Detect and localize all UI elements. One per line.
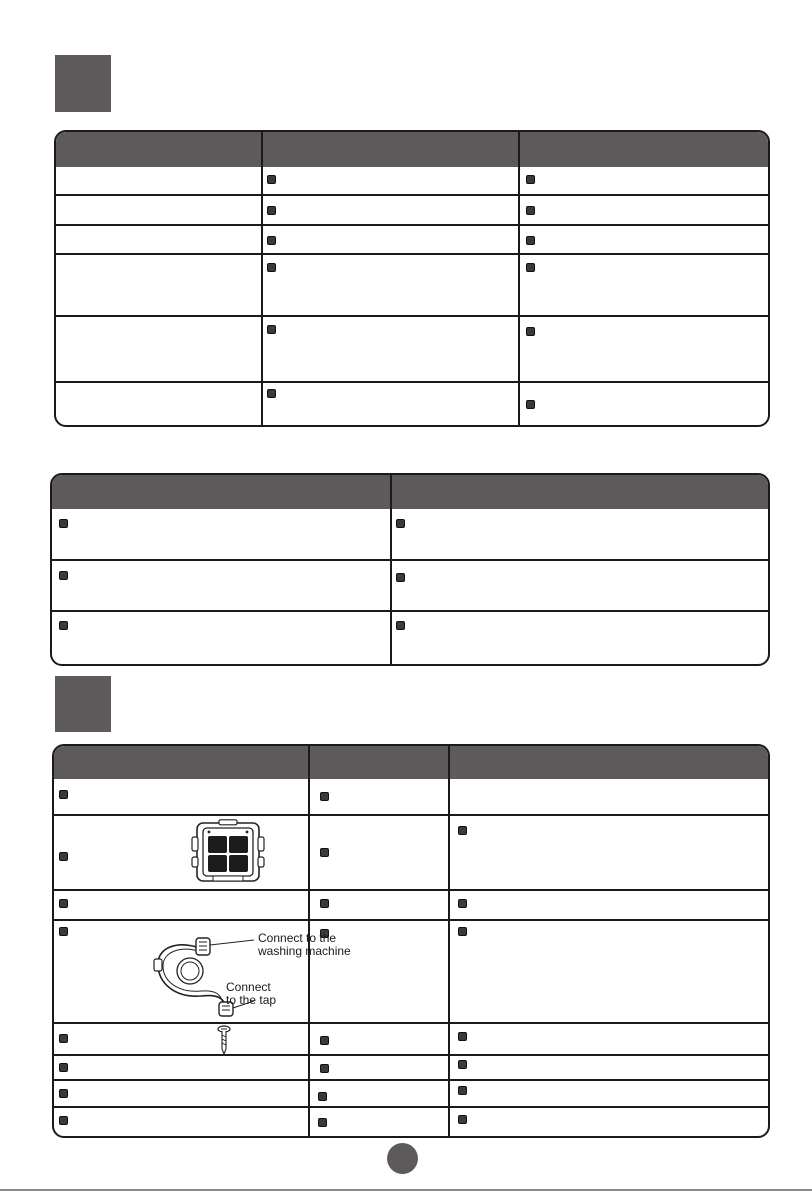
bullet	[267, 263, 276, 272]
bullet	[320, 792, 329, 801]
bullet	[458, 899, 467, 908]
bullet	[320, 1064, 329, 1073]
bullet	[458, 1032, 467, 1041]
bullet	[526, 263, 535, 272]
bullet	[59, 1063, 68, 1072]
bullet	[267, 389, 276, 398]
bullet	[526, 236, 535, 245]
bullet	[318, 1092, 327, 1101]
bullet	[396, 573, 405, 582]
bullet	[320, 899, 329, 908]
section-marker-bottom	[55, 676, 111, 732]
hose-callout-machine: Connect to the washing machine	[258, 931, 351, 958]
bullet	[59, 1116, 68, 1125]
bullet	[458, 1115, 467, 1124]
bullet	[318, 1118, 327, 1127]
hose-callout-tap: Connect to the tap	[226, 980, 277, 1007]
bullet	[59, 852, 68, 861]
table-troubleshooting-1	[54, 130, 770, 427]
page-number-dot	[387, 1143, 418, 1174]
bullet	[59, 519, 68, 528]
bullet	[320, 1036, 329, 1045]
bullet	[320, 848, 329, 857]
bullet	[458, 826, 467, 835]
bullet	[526, 400, 535, 409]
bullet	[396, 519, 405, 528]
bullet	[59, 1089, 68, 1098]
section-marker-top	[55, 55, 111, 112]
bullet	[59, 621, 68, 630]
bullet	[59, 899, 68, 908]
screw-icon	[217, 1025, 231, 1055]
bullet	[458, 927, 467, 936]
bullet	[59, 927, 68, 936]
table-header	[56, 132, 768, 167]
table-header	[52, 475, 768, 509]
bottom-rule	[0, 1189, 812, 1191]
bullet	[59, 1034, 68, 1043]
bullet	[267, 325, 276, 334]
bullet	[267, 175, 276, 184]
bullet	[526, 206, 535, 215]
bullet	[526, 327, 535, 336]
bullet	[59, 790, 68, 799]
bullet	[267, 206, 276, 215]
filter-icon	[191, 819, 265, 886]
table-header	[54, 746, 768, 779]
table-troubleshooting-2	[50, 473, 770, 666]
table-accessories	[52, 744, 770, 1138]
bullet	[267, 236, 276, 245]
bullet	[396, 621, 405, 630]
bullet	[526, 175, 535, 184]
bullet	[458, 1060, 467, 1069]
bullet	[59, 571, 68, 580]
bullet	[458, 1086, 467, 1095]
